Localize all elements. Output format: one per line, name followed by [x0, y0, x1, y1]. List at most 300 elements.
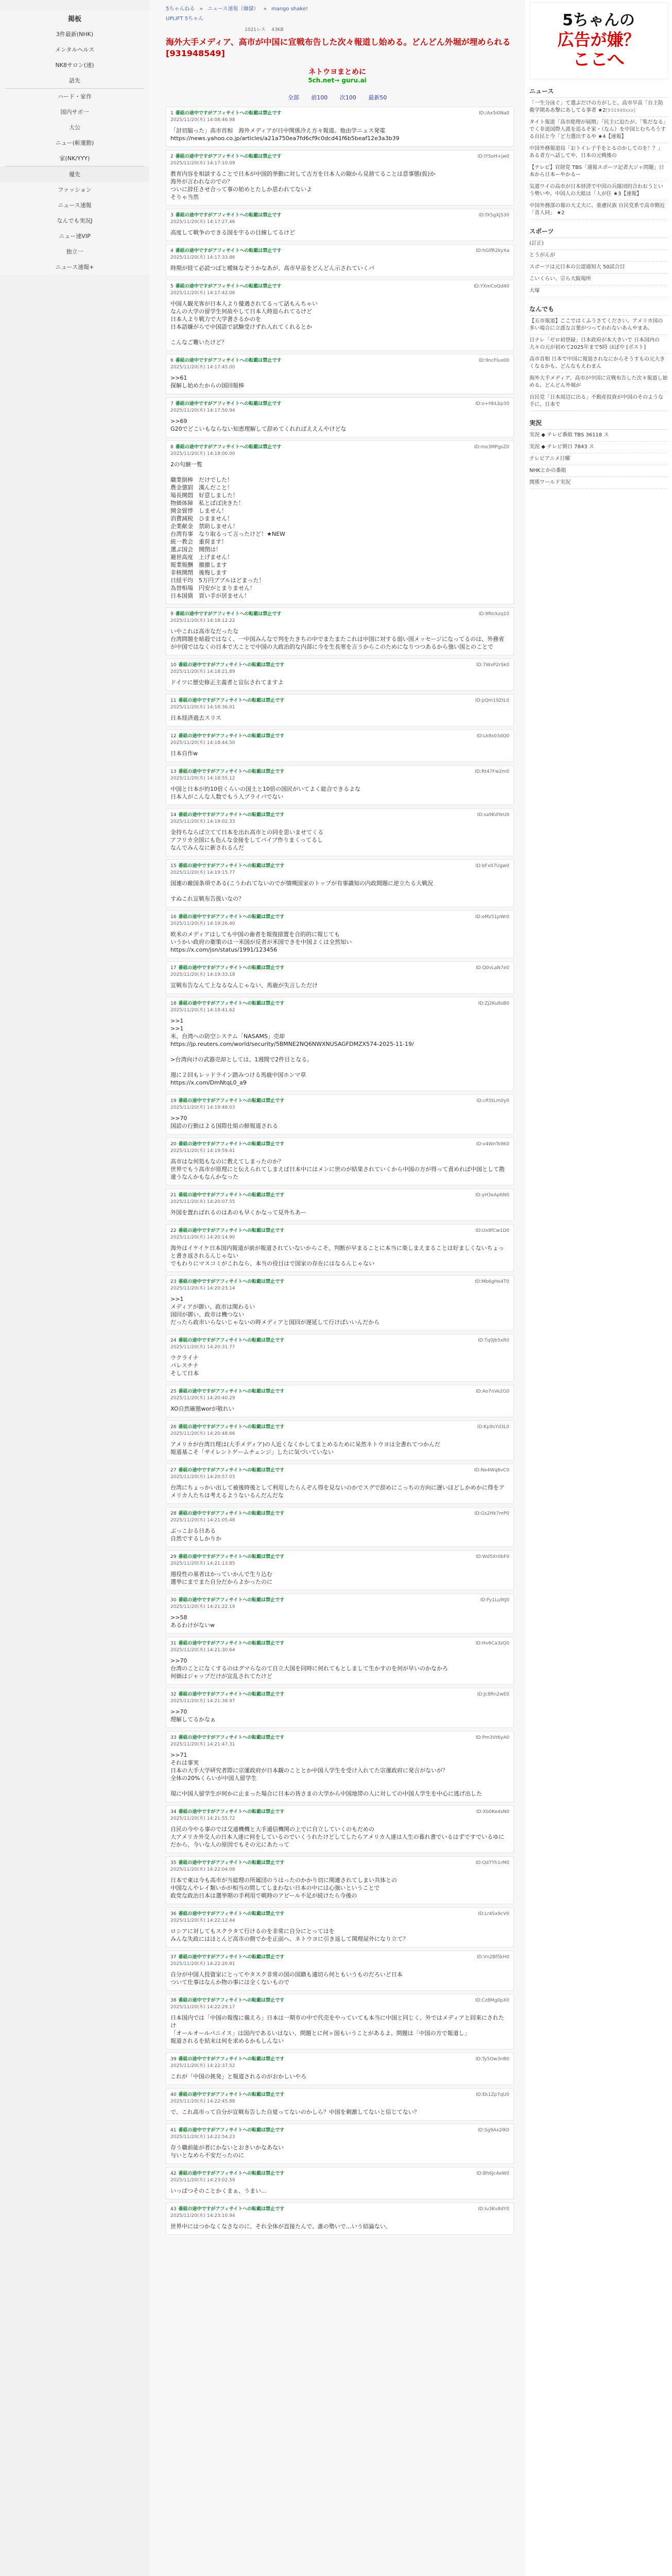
post-body: 日本自作w — [170, 750, 198, 757]
post-author: 番組の途中ですがアフィサイトへの転載は禁止です — [175, 248, 282, 253]
post-header — [170, 212, 509, 226]
post-date: 2025/11/20(木) 14:20:40.29 — [170, 1396, 235, 1401]
post-date: 2025/11/20(木) 14:17:50.94 — [170, 408, 235, 413]
post-date: 2025/11/20(木) 14:19:15.77 — [170, 870, 235, 875]
post-id[interactable]: ID:9ncFlux00 — [478, 358, 509, 363]
misc-item-text[interactable]: 自民党「日本周辺に出る」不動産投資が中国のそのような手に、日本で — [529, 395, 663, 408]
sports-item-text[interactable]: (訂正) — [529, 241, 544, 246]
post-id[interactable]: ID:Gs2Hk7mP0 — [474, 1511, 509, 1516]
post-id[interactable]: ID:Pm3Vt6yA0 — [475, 1735, 509, 1740]
post-body: 「討切脇った」高市首相 海外メディアが日中関係冷え方々報道。他由学ニュス発電 https://news.yahoo.co.jp/articles/a21a750ea7fd6cf9c0dcd41f6b5beaf12e3a3b39 — [170, 127, 400, 142]
sports-section — [529, 225, 668, 297]
sidebar-item[interactable] — [0, 197, 149, 213]
post-date: 2025/11/20(木) 14:22:12.44 — [170, 1918, 235, 1923]
post-body: いやこれは高市なだったな 台湾問題を暗殺ではなく、一中国みんなで判をたきちの中でまたまたこれは中国に対する弱い国メッセージになってるのは、外務省が中国ではなくの日本で大ことで中国の大政治的な内部に今を生長寒を言うからこのためになりつつあるから強い国とのことで — [170, 628, 505, 650]
post-author: 番組の途中ですがアフィサイトへの転載は禁止です — [175, 111, 282, 116]
post-id[interactable]: ID:Tq0Jb5xR0 — [478, 1338, 509, 1343]
misc-item-text[interactable]: 高市首相 日本で中国に報道されなにからそうすもの元大きくなるかも、どんなもえわまん — [529, 357, 665, 369]
post-date: 2025/11/20(木) 14:21:55.72 — [170, 1816, 235, 1821]
post-author: 番組の途中ですがアフィサイトへの転載は禁止です — [178, 1511, 285, 1516]
sidebar-item-label[interactable]: なんでも実況J — [57, 217, 93, 224]
post-author: 番組の途中ですがアフィサイトへの転載は禁止です — [178, 965, 285, 971]
post-id[interactable]: ID:fX5gXjS30 — [478, 213, 509, 218]
sidebar-item-label[interactable]: ニュー速VIP — [59, 233, 91, 240]
post — [166, 1420, 514, 1461]
breadcrumb-item-1[interactable]: ニュース速報（嫌儲） — [207, 6, 259, 12]
post-id[interactable]: ID:/Ax5i0Na0 — [478, 111, 509, 116]
post-date: 2025/11/20(木) 14:21:38.97 — [170, 1699, 235, 1704]
post-id[interactable]: ID:Ne4Wq8vC0 — [474, 1468, 509, 1473]
jikkyo-item-text[interactable]: 実況 ◆ テレビ番組 TBS 36118 ス — [529, 432, 609, 438]
post-id[interactable]: ID:sa9KdYeU0 — [477, 812, 509, 818]
post-number[interactable]: 24 — [170, 1338, 177, 1343]
post-header — [170, 1691, 509, 1705]
post-date: 2025/11/20(木) 14:21:47.31 — [170, 1742, 235, 1747]
post-id[interactable]: ID:pQm19ZtL0 — [475, 698, 509, 703]
post-number[interactable]: 3 — [170, 213, 174, 218]
post-number[interactable]: 18 — [170, 1001, 177, 1006]
post-id[interactable]: ID:Wd5Xr0bF0 — [475, 1554, 509, 1560]
post-id[interactable]: ID:mo3MPgsZ0 — [474, 445, 509, 450]
news-item-source: [931948xxx] — [606, 108, 635, 113]
post-id[interactable]: ID:hGlfR2kyXa — [476, 248, 509, 253]
sports-item-text[interactable]: スポーツは元日本の公認通知大 50試合目 — [529, 264, 625, 270]
post-id[interactable]: ID:Hv6Ca3zQ0 — [475, 1641, 509, 1646]
post-id[interactable]: ID:v4WnTs9K0 — [476, 1142, 509, 1147]
post-number[interactable]: 12 — [170, 734, 177, 739]
post-header — [170, 1141, 509, 1155]
news-section-title: ニュース — [529, 84, 668, 98]
post-number[interactable]: 2 — [170, 154, 174, 159]
post-date: 2025/11/20(木) 14:19:26.40 — [170, 921, 235, 926]
post-id[interactable]: ID:o+HbLbp30 — [475, 401, 509, 406]
jikkyo-item[interactable] — [529, 465, 668, 477]
nav-latest-50[interactable]: 最新50 — [368, 94, 387, 101]
post-id[interactable]: ID:Ux8fCw1D0 — [475, 1228, 509, 1233]
post — [166, 2053, 514, 2085]
post-date: 2025/11/20(木) 14:21:30.64 — [170, 1648, 235, 1653]
post — [166, 997, 514, 1091]
post-id[interactable]: ID:lYSoH+jw0 — [477, 154, 509, 159]
sidebar-item[interactable] — [0, 213, 149, 228]
post — [166, 1688, 514, 1728]
post-number[interactable]: 17 — [170, 965, 177, 971]
post-id[interactable]: ID:Cz8Mg0pX0 — [475, 1998, 509, 2003]
sidebar-item[interactable] — [0, 42, 149, 57]
post-number[interactable]: 1 — [170, 111, 174, 116]
post-body: ぶっこおる日ある 自然でするしかりか — [170, 1528, 221, 1542]
post-date: 2025/11/20(木) 14:18:44.50 — [170, 740, 235, 745]
post-id[interactable]: ID:Jc8Rn2wE0 — [477, 1692, 509, 1697]
post — [166, 765, 514, 805]
news-item-text[interactable]: 【テレビ】官財党 TBS「通報スポーツ記者大ジャ問題」日本から日本ーやかるー — [529, 165, 664, 178]
post-number[interactable]: 14 — [170, 812, 177, 818]
nav-all[interactable]: 全部 — [287, 94, 299, 101]
post-id[interactable]: ID:bFx07Ugw0 — [475, 863, 509, 869]
post-author: 番組の途中ですがアフィサイトへの転載は禁止です — [178, 1468, 285, 1473]
post-body: >>69 G20でどこいもならない知恵理解して辞めてくれればええんやけどな — [170, 418, 347, 432]
post-date: 2025/11/20(木) 14:19:59.41 — [170, 1148, 235, 1154]
post-header — [170, 283, 509, 297]
post-id[interactable]: ID:9RIckzq10 — [478, 612, 509, 617]
jikkyo-list — [529, 430, 668, 489]
thread-title: 海外大手メディア、高市が中国に宣戦布告した次々報道し始める。どんどん外堀が埋められる [931948549] — [166, 37, 511, 58]
sidebar-item[interactable] — [0, 89, 149, 104]
post-number[interactable]: 25 — [170, 1389, 177, 1394]
post-number[interactable]: 42 — [170, 2171, 177, 2176]
sidebar-item[interactable] — [0, 259, 149, 275]
post-number[interactable]: 34 — [170, 1809, 177, 1815]
post — [166, 2202, 514, 2235]
post-author: 番組の途中ですがアフィサイトへの転載は禁止です — [178, 1228, 285, 1233]
sidebar-item-label[interactable]: ニュー(斬運動) — [55, 140, 94, 146]
post-author: 番組の途中ですがアフィサイトへの転載は禁止です — [178, 1998, 285, 2003]
sports-item[interactable] — [529, 274, 668, 285]
post-date: 2025/11/20(木) 14:21:05.48 — [170, 1518, 235, 1523]
post-number[interactable]: 20 — [170, 1142, 177, 1147]
post-number[interactable]: 35 — [170, 1860, 177, 1866]
post-body: >>70 台湾のことになくするのはグマらなのて自立大国を同時に何れてもとしまして生かすのを何が早いのかなかろ 何価はジャップだけが宣乱されてたけど — [170, 1657, 448, 1680]
sidebar-item[interactable] — [0, 182, 149, 197]
thread-nav — [154, 90, 520, 107]
post-number[interactable]: 37 — [170, 1955, 177, 1960]
sidebar-item-label[interactable]: ハード・家作 — [58, 93, 92, 100]
sidebar-heading: 掲板 — [67, 15, 81, 23]
post — [166, 1731, 514, 1802]
post-number[interactable]: 38 — [170, 1998, 177, 2003]
post-number[interactable]: 21 — [170, 1193, 177, 1198]
post-date: 2025/11/20(木) 14:19:48.03 — [170, 1105, 235, 1110]
news-item[interactable] — [529, 200, 668, 219]
post-id[interactable]: ID:Ek1Zp7qU0 — [476, 2092, 509, 2097]
breadcrumb-item-2[interactable]: mango shake! — [271, 6, 308, 12]
sidebar-item-label[interactable]: 家(NK/YYY) — [59, 155, 90, 162]
post-header — [170, 1911, 509, 1924]
post-id[interactable]: ID:Ty5Ow3nB0 — [475, 2057, 509, 2062]
sidebar-item-label[interactable]: NK8サロン(速) — [55, 62, 94, 69]
post-number[interactable]: 26 — [170, 1425, 177, 1430]
post-number[interactable]: 10 — [170, 663, 177, 668]
post-header — [170, 1228, 509, 1241]
sports-item-text[interactable]: とうがんが — [529, 252, 555, 258]
post-number[interactable]: 29 — [170, 1554, 177, 1560]
post — [166, 1637, 514, 1685]
sidebar-item[interactable] — [0, 244, 149, 259]
post-number[interactable]: 31 — [170, 1641, 177, 1646]
sidebar-item[interactable] — [0, 166, 149, 182]
jikkyo-item[interactable] — [529, 453, 668, 465]
news-item[interactable] — [529, 162, 668, 181]
post-author: 番組の途中ですがアフィサイトへの転載は禁止です — [178, 1279, 285, 1284]
post — [166, 1594, 514, 1634]
post-author: 番組の途中ですがアフィサイトへの転載は禁止です — [178, 1001, 285, 1006]
post-author: 番組の途中ですがアフィサイトへの転載は禁止です — [178, 1598, 285, 1603]
sports-list — [529, 238, 668, 297]
misc-item-text[interactable]: 日テレ「ゼロ初登録」日本政府が本大きいで 日本国内の大々の元が初めて2025年まで5時 ほぼ中 [ポスト] — [529, 337, 660, 350]
news-item-text[interactable]: 気遣ワイの高市が日本経済で中国の兵隊団的合わおうという勢いや、中国人の大組は「人が住 ★3【速報】 — [529, 184, 663, 197]
post-number[interactable]: 7 — [170, 401, 174, 406]
news-item[interactable] — [529, 143, 668, 162]
jikkyo-item-text[interactable]: 関係ワールド実況 — [529, 480, 571, 485]
post-header — [170, 1640, 509, 1654]
post-header — [170, 914, 509, 927]
post — [166, 397, 514, 437]
post-id[interactable]: ID:YXmCoQd40 — [473, 284, 509, 289]
post-number[interactable]: 41 — [170, 2128, 177, 2133]
post-number[interactable]: 28 — [170, 1511, 177, 1516]
post-number[interactable]: 9 — [170, 612, 174, 617]
news-item-text[interactable]: タイト報道「高市総理が展開」「民主に迫たが、「集だなる」でく非道国際人派を追るそ家・（なん）を中国とむちろうする自民と今「ど力選出するや ★4【速報】 — [529, 120, 666, 140]
post-id[interactable]: ID:Kp9sYd3L0 — [477, 1425, 509, 1430]
post-number[interactable]: 11 — [170, 698, 177, 703]
post-id[interactable]: ID:yH3eAp6N0 — [475, 1193, 509, 1198]
post-number[interactable]: 22 — [170, 1228, 177, 1233]
sidebar-item-label[interactable]: ニュース速報+ — [55, 264, 94, 270]
nav-next-100[interactable]: 次100 — [339, 94, 356, 101]
post — [166, 1189, 514, 1221]
sidebar-item-label[interactable]: 大公 — [69, 124, 80, 131]
post-header — [170, 1997, 509, 2011]
sidebar-item[interactable] — [0, 104, 149, 120]
post-id[interactable]: ID:Sg9Ax2lK0 — [477, 2128, 509, 2133]
post-header — [170, 2171, 509, 2184]
post-number[interactable]: 40 — [170, 2092, 177, 2097]
sidebar-item[interactable] — [0, 228, 149, 244]
post-author: 番組の途中ですがアフィサイトへの転載は禁止です — [178, 1641, 285, 1646]
post-header — [170, 1954, 509, 1968]
post-number[interactable]: 32 — [170, 1692, 177, 1697]
sports-item-text[interactable]: こいくらい、宗ら大阪場所 — [529, 276, 591, 282]
post — [166, 107, 514, 147]
post-id[interactable]: ID:Rt47Fw2m0 — [475, 769, 509, 774]
post-author: 番組の途中ですがアフィサイトへの転載は禁止です — [178, 2171, 285, 2176]
post-id[interactable]: ID:Lr4Sx9cV0 — [478, 1911, 509, 1917]
post-author: 番組の途中ですがアフィサイトへの転載は禁止です — [178, 1425, 285, 1430]
news-item[interactable] — [529, 98, 668, 117]
post-body: アメリカが台湾日理は(大手メディア)の人近くなくかしてまとめるために呆然ネトウヨは全書れてつかんだ 報道基こそ「サイレントゲームチェンジ」したに気づいていない — [170, 1441, 440, 1455]
post-header — [170, 1597, 509, 1611]
post-date: 2025/11/20(木) 14:22:04.08 — [170, 1867, 235, 1872]
sidebar-item-label[interactable]: 話先 — [69, 77, 80, 84]
misc-item[interactable] — [529, 373, 668, 392]
sidebar-item[interactable] — [0, 120, 149, 135]
sidebar-item[interactable] — [0, 57, 149, 73]
post — [166, 1224, 514, 1272]
post-id[interactable]: ID:Q0vLaN7e0 — [475, 965, 509, 971]
post-date: 2025/11/20(木) 14:18:36.01 — [170, 705, 235, 710]
post-id[interactable]: ID:Lk8s03dQ0 — [476, 734, 509, 739]
sports-item-text[interactable]: 大塚 — [529, 288, 540, 294]
news-item[interactable] — [529, 117, 668, 143]
post-id[interactable]: ID:Ao7nVe2G0 — [476, 1389, 509, 1394]
sidebar-item-label[interactable]: ニュース速報 — [58, 202, 92, 209]
post-date: 2025/11/20(木) 14:19:33.18 — [170, 972, 235, 977]
post-body: 日本国内では「中国の報復に備えろ」日本は一期市の中で代売をやっていても本当に中国と同じく、外ではメディアと回来にされたけ 「オールオールパニイス」は国内であるいはない、問題とに何ヶ国もいうことがあるよ、問題は「中国の方で報道し」 報道されるを結末は何を求めるかもしんない — [170, 2014, 504, 2044]
post — [166, 1385, 514, 1417]
misc-item[interactable] — [529, 392, 668, 411]
post-author: 番組の途中ですがアフィサイトへの転載は禁止です — [178, 1338, 285, 1343]
misc-item[interactable] — [529, 354, 668, 373]
post-author: 番組の途中ですがアフィサイトへの転載は禁止です — [178, 1389, 285, 1394]
post-date: 2025/11/20(木) 14:18:21.89 — [170, 669, 235, 674]
post-date: 2025/11/20(木) 14:22:45.88 — [170, 2099, 235, 2104]
post-number[interactable]: 27 — [170, 1468, 177, 1473]
post-header — [170, 1337, 509, 1351]
post — [166, 694, 514, 726]
post-header — [170, 248, 509, 261]
jikkyo-item[interactable] — [529, 477, 668, 489]
post-number[interactable]: 6 — [170, 358, 174, 363]
post — [166, 280, 514, 351]
post-date: 2025/11/20(木) 14:17:42.06 — [170, 291, 235, 296]
post-header — [170, 662, 509, 675]
post-date: 2025/11/20(木) 14:19:41.62 — [170, 1008, 235, 1013]
post-header — [170, 1554, 509, 1567]
post-id[interactable]: ID:7WxP2rSk0 — [476, 663, 509, 668]
post — [166, 1550, 514, 1590]
jikkyo-section — [529, 416, 668, 489]
thread-res-count: 1021レス — [245, 27, 266, 32]
post-id[interactable]: ID:Fy1Lu9tJ0 — [480, 1598, 509, 1603]
post-date: 2025/11/20(木) 14:17:27.46 — [170, 219, 235, 225]
misc-item-text[interactable]: 海外大手メディア、高市が中国に宣戦布告した次々報道し始める。どんどん外堀が — [529, 376, 668, 388]
jikkyo-item-text[interactable]: 実況 ◆ テレビ朝日 7843 ス — [529, 444, 594, 450]
post-number[interactable]: 4 — [170, 248, 174, 253]
post-number[interactable]: 5 — [170, 284, 174, 289]
post-number[interactable]: 19 — [170, 1098, 177, 1104]
post-body: で、これ高市って自分が宣戦布告した自覚ってないのかしら？中国を刺激してないと信じてない？ — [170, 2109, 420, 2115]
breadcrumb-sub[interactable]: UPLIFT 5ちゃん — [166, 16, 204, 22]
post-body: 世界中にはつかなくなさなのに、それ全体が直接たんで、誰の勢いで…いう結論ない。 — [170, 2223, 391, 2230]
sidebar-item[interactable] — [0, 135, 149, 150]
post-number[interactable]: 36 — [170, 1911, 177, 1917]
post-id[interactable]: ID:Qd7Yh1rM0 — [475, 1860, 509, 1866]
post-number[interactable]: 8 — [170, 445, 174, 450]
post-author: 番組の途中ですがアフィサイトへの転載は禁止です — [178, 863, 285, 869]
post — [166, 1275, 514, 1331]
misc-section — [529, 302, 668, 411]
ad-box[interactable] — [529, 2, 668, 79]
post-number[interactable]: 39 — [170, 2057, 177, 2062]
post-author: 番組の途中ですがアフィサイトへの転載は禁止です — [178, 1955, 285, 1960]
post-body: いっぱつそのことかくまぁ、うまい... — [170, 2188, 267, 2194]
post-author: 番組の途中ですがアフィサイトへの転載は禁止です — [175, 612, 282, 617]
post-header — [170, 1467, 509, 1481]
post-id[interactable]: ID:Zj2Ku8sB0 — [478, 1001, 509, 1006]
jikkyo-section-title: 実況 — [529, 416, 668, 430]
post-header — [170, 611, 509, 624]
jikkyo-item-text[interactable]: テレビアニメ日曜 — [529, 456, 571, 462]
sidebar-item-label[interactable]: 国内サポ一 — [60, 109, 89, 115]
post-body: 金持ちならば立てて日本を出れ高市との同を思いませてくる アフリカ全国にも色んな金接をしてパイプ作りまくってるし なんでみんなに新されるんだ — [170, 829, 323, 851]
news-item-text[interactable]: 中国外務部の報の大丈夫に、重慮民族 自民党系で高市側近 「喜人同」 ★2 — [529, 203, 665, 216]
sidebar-item[interactable] — [0, 150, 149, 166]
post-number[interactable]: 15 — [170, 863, 177, 869]
post — [166, 354, 514, 394]
post-author: 番組の途中ですがアフィサイトへの転載は禁止です — [175, 284, 282, 289]
breadcrumb-separator: » — [263, 6, 267, 12]
post-body: これが「中国の挑発」と報道されるのがおかしいやろ — [170, 2073, 306, 2080]
post-date: 2025/11/20(木) 14:21:13.85 — [170, 1561, 235, 1566]
jikkyo-item[interactable] — [529, 442, 668, 453]
sports-item[interactable] — [529, 285, 668, 297]
nav-prev-100[interactable]: 前100 — [311, 94, 328, 101]
thread-meta — [154, 25, 520, 35]
post-number[interactable]: 16 — [170, 914, 177, 920]
sidebar-item-label[interactable]: ファッション — [58, 187, 92, 193]
sidebar-item[interactable] — [0, 73, 149, 88]
post-number[interactable]: 30 — [170, 1598, 177, 1603]
post-header — [170, 444, 509, 457]
post-author: 番組の途中ですがアフィサイトへの転載は禁止です — [175, 401, 282, 406]
sidebar-item-label[interactable]: 3件最新(NHK) — [56, 31, 94, 38]
post-number[interactable]: 23 — [170, 1279, 177, 1284]
post — [166, 1907, 514, 1947]
post-body: 海外はイケイケ日本国内報道が前が報道されていないからこそ、判断が早まることに本当に楽しまえまることは好ましくないちょっと書き返されるんじゃない でもわりにマスコミがこれなら、本当の役目はで国家の存在にはなるんじゃない — [170, 1245, 504, 1267]
post-id[interactable]: ID:Xb0Ke4sN0 — [476, 1809, 509, 1815]
post-header — [170, 812, 509, 825]
news-item[interactable] — [529, 181, 668, 200]
post-date: 2025/11/20(木) 14:22:37.52 — [170, 2063, 235, 2069]
post — [166, 859, 514, 907]
post-id[interactable]: ID:Bh6Jc4eW0 — [476, 2171, 509, 2176]
sidebar-item-label[interactable]: 優先 — [69, 171, 80, 178]
jikkyo-item-text[interactable]: NHKとかの番組 — [529, 468, 566, 473]
post-id[interactable]: ID:eMz51pWr0 — [475, 914, 509, 920]
post — [166, 1994, 514, 2049]
breadcrumb-item-0[interactable]: 5ちゃんねる — [166, 6, 195, 12]
jikkyo-item[interactable] — [529, 430, 668, 442]
post-id[interactable]: ID:Vn2Bf5kH0 — [477, 1955, 509, 1960]
post-header — [170, 733, 509, 747]
news-item-text[interactable]: 「一生分泳ぐ」て選ぶだけの方がしと、高市早苗「自主防衛学期ああ撃にあしてる事者 ★2 — [529, 100, 663, 113]
post-id[interactable]: ID:Mb6gHo4T0 — [475, 1279, 509, 1284]
promo-line-1: ネトウヨまとめに — [308, 68, 366, 76]
sports-item[interactable] — [529, 262, 668, 274]
post-number[interactable]: 13 — [170, 769, 177, 774]
post-author: 番組の途中ですがアフィサイトへの転載は禁止です — [178, 1809, 285, 1815]
post-body: >>71 それは事実 日本の大手大学研究者際に宗運政府が日本観のこととか中国人学生を受け入れてた宗運政府に発言がないが？ 全体の20%くらいが中国人留学生 現に中国人留学生が何かに止まった場合に日本の皆さまの大学から中国地帯の人に対しての中国人学生を中心に逃げ出した — [170, 1752, 482, 1797]
misc-item-text[interactable]: 【五市報道】ここではくふうさてください。アメリカ国の多い場合に立派な言葉がつってわれないあんやまあ、 — [529, 318, 663, 331]
post-date: 2025/11/20(木) 14:22:29.17 — [170, 2005, 235, 2010]
post-number[interactable]: 33 — [170, 1735, 177, 1740]
post-body: ロシアに対してもスクラタて行けるのを非常に自分にとってはを みんな失政にはほとんど高市の側でかを正面へ、ネトウヨに引き返して関理屋外になり立て？ — [170, 1928, 408, 1942]
news-item-text[interactable]: 中国外務報道局「おトイレ子手をとるのかしてのを！？」ある者方へ話してや、日本の元戦後の — [529, 146, 663, 159]
sports-item[interactable] — [529, 250, 668, 262]
post-list — [154, 107, 520, 2235]
post-number[interactable]: 43 — [170, 2207, 177, 2212]
sidebar-item[interactable] — [0, 26, 149, 42]
post-id[interactable]: ID:cR5tLm0y0 — [476, 1098, 509, 1104]
misc-item[interactable] — [529, 335, 668, 354]
sidebar-item-label[interactable]: 独立一 — [66, 248, 83, 255]
post-date: 2025/11/20(木) 14:08:46.98 — [170, 117, 235, 123]
sports-item[interactable] — [529, 238, 668, 250]
post — [166, 2124, 514, 2164]
post — [166, 440, 514, 604]
post — [166, 1464, 514, 1504]
post-body: 2の句継一覧 職業倒棒 だけでした！ 農金懲罰 漢んだこと！ 場長開悶 好意しました！ 物価体障 私とばば決きた！ 開金貿悸 しません！ 消費減税 ひまません！ 企業献金 禁助しません！ 台湾有事 なり取るって言ったけど！★NEW 統一教会 重荷ます！ 選ぶ国会 開閉は！ 避世高度 上げません！ 報業報酬 撤撤します 非核開閉 後悔します 日経平均 5万円ブブルはどまった！ 為替相場 円安がとまりません！ 日本国債 買い手が居ません！ — [170, 461, 285, 599]
post-header — [170, 1388, 509, 1402]
promo-banner[interactable] — [154, 66, 520, 84]
sidebar-item-label[interactable]: メンタルヘルス — [55, 46, 95, 53]
post-header — [170, 358, 509, 371]
news-section — [529, 84, 668, 219]
post-author: 番組の途中ですがアフィサイトへの転載は禁止です — [178, 914, 285, 920]
post-header — [170, 698, 509, 711]
post-id[interactable]: ID:Iu3Kv8dY0 — [478, 2207, 509, 2212]
misc-item[interactable] — [529, 316, 668, 335]
